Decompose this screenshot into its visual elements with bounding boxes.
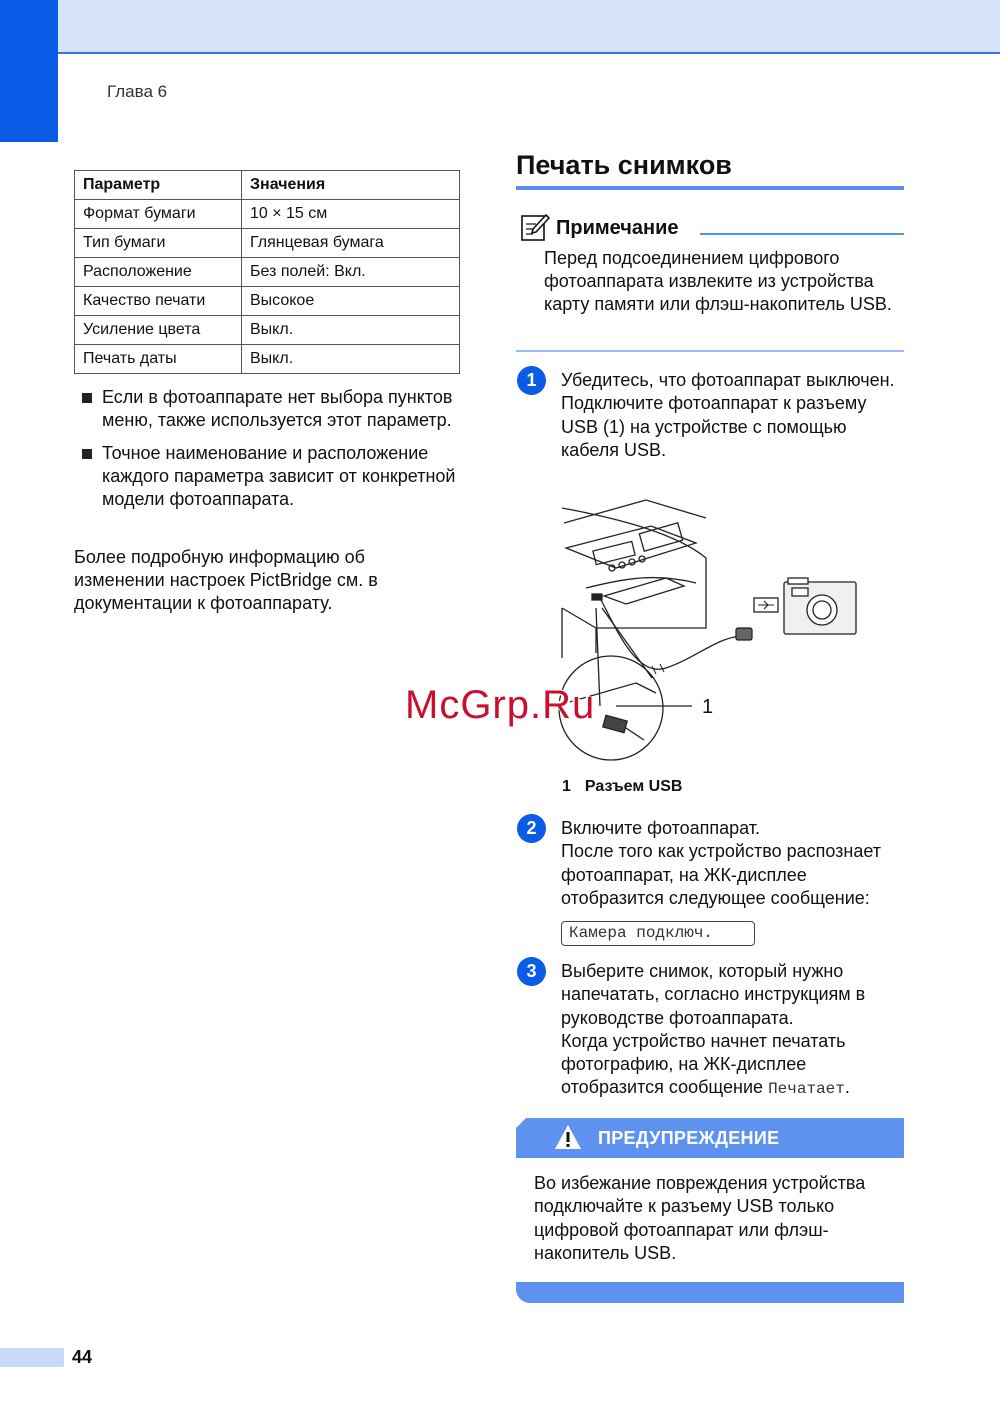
section-rule: [516, 186, 904, 190]
table-cell: Усиление цвета: [75, 316, 242, 345]
corner-cut: [516, 1118, 526, 1128]
note-bottom-rule: [516, 350, 904, 352]
step-number-2: 2: [517, 814, 546, 843]
warning-title: ПРЕДУПРЕЖДЕНИЕ: [598, 1128, 780, 1148]
table-cell: Выкл.: [242, 345, 460, 374]
step-number-1: 1: [517, 366, 546, 395]
table-header: Значения: [242, 171, 460, 200]
pencil-note-icon: [520, 212, 550, 242]
table-cell: Без полей: Вкл.: [242, 258, 460, 287]
step-3-end: .: [844, 1077, 850, 1098]
usb-callout-number: 1: [702, 696, 714, 718]
warning-header: [516, 1118, 904, 1158]
table-cell: Качество печати: [75, 287, 242, 316]
pictbridge-info-paragraph: Более подробную информацию об изменении настроек PictBridge см. в документации к фотоаппарату.: [74, 547, 378, 613]
note-text: Перед подсоединением цифрового фотоаппарата извлеките из устройства карту памяти или флэш-накопитель USB.: [544, 248, 892, 314]
table-row: [75, 345, 460, 374]
list-item-text: Точное наименование и расположение каждого параметра зависит от конкретной модели фотоаппарата.: [102, 443, 456, 509]
lcd-inline-message: Печатает: [768, 1080, 845, 1099]
table-cell: Расположение: [75, 258, 242, 287]
step-3-line1: Выберите снимок, который нужно напечатать, согласно инструкциям в руководстве фотоаппарата.: [561, 961, 866, 1028]
bullet-list: [80, 386, 465, 521]
table-cell: Тип бумаги: [75, 229, 242, 258]
list-item-text: Если в фотоаппарате нет выбора пунктов меню, также используется этот параметр.: [102, 387, 453, 430]
table-cell: Печать даты: [75, 345, 242, 374]
list-item: [80, 442, 465, 511]
step-1-text: Убедитесь, что фотоаппарат выключен. Подключите фотоаппарат к разъему USB (1) на устройстве с помощью кабеля USB.: [561, 370, 895, 460]
note-title: Примечание: [556, 217, 679, 239]
table-cell: 10 × 15 см: [242, 200, 460, 229]
step-number-3: 3: [517, 957, 546, 986]
warning-footer-bar: [516, 1282, 904, 1303]
page-number: 44: [72, 1347, 93, 1367]
caption-number: 1: [562, 778, 571, 795]
table-row: [75, 200, 460, 229]
chapter-tab: [0, 0, 58, 142]
table-row: [75, 287, 460, 316]
table-row: [75, 316, 460, 345]
bullet-square-icon: [82, 393, 92, 403]
header-rule: [58, 52, 1000, 54]
page-number-band: [0, 1348, 64, 1367]
caption-text: Разъем USB: [584, 778, 683, 795]
table-cell: Формат бумаги: [75, 200, 242, 229]
step-2-line2: После того как устройство распознает фотоаппарат, на ЖК-дисплее отобразится следующее сообщение:: [561, 841, 882, 908]
section-title: Печать снимков: [516, 150, 732, 180]
note-rule: [700, 233, 904, 235]
chapter-label: Глава 6: [107, 82, 168, 101]
table-cell: Выкл.: [242, 316, 460, 345]
table-row: [75, 258, 460, 287]
settings-table: [74, 170, 460, 374]
table-cell: Высокое: [242, 287, 460, 316]
lcd-message-box: Камера подключ.: [561, 921, 755, 946]
list-item: [80, 386, 465, 432]
warning-text: Во избежание повреждения устройства подключайте к разъему USB только цифровой фотоаппарат или флэш-накопитель USB.: [534, 1173, 866, 1263]
step-2-line1: Включите фотоаппарат.: [561, 818, 761, 838]
usb-connection-diagram: [556, 478, 876, 778]
watermark: McGrp.Ru: [405, 683, 596, 727]
step-3-text: [561, 960, 906, 1102]
table-row: [75, 229, 460, 258]
step-2-text: [561, 817, 906, 910]
diagram-caption: [562, 778, 696, 796]
table-header: Параметр: [75, 171, 242, 200]
header-band: [0, 0, 1000, 52]
table-header-row: [75, 171, 460, 200]
table-cell: Глянцевая бумага: [242, 229, 460, 258]
warning-triangle-icon: [554, 1124, 582, 1150]
step-3-line2: Когда устройство начнет печатать фотографию, на ЖК-дисплее отобразится сообщение: [561, 1030, 846, 1098]
bullet-square-icon: [82, 449, 92, 459]
